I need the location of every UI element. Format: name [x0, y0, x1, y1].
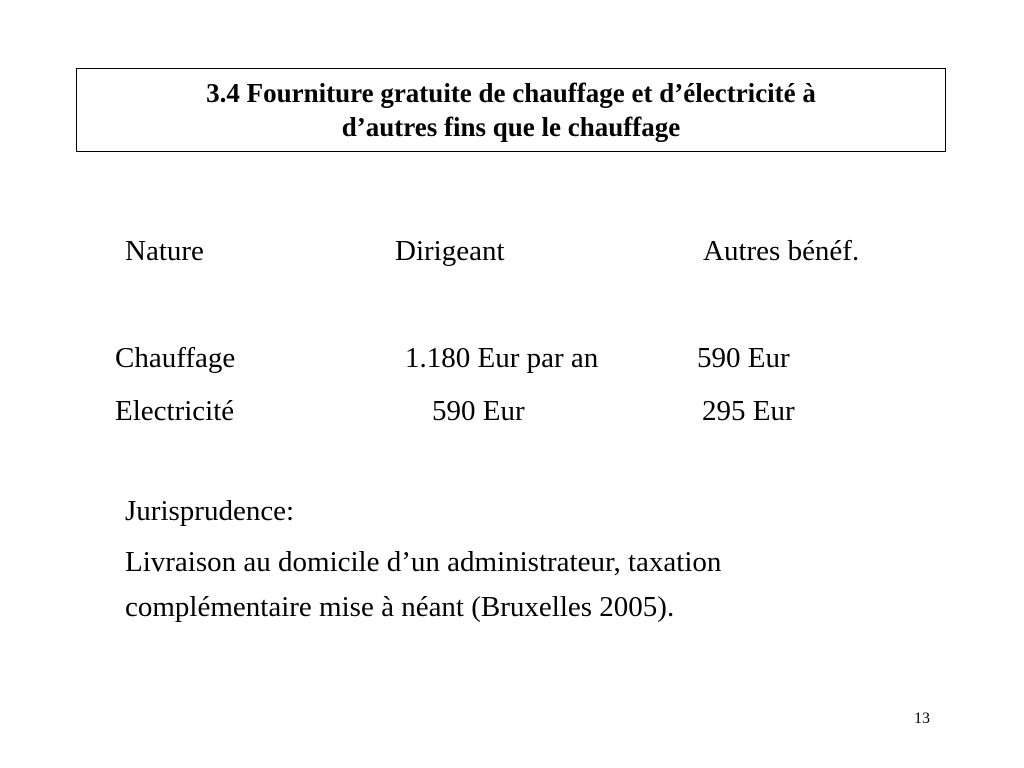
slide-title-line-2: d’autres fins que le chauffage	[341, 112, 681, 142]
header-dirigeant: Dirigeant	[395, 235, 505, 267]
jurisprudence-text-line-2: complémentaire mise à néant (Bruxelles 2005).	[125, 591, 675, 623]
slide-title-line-1: 3.4 Fourniture gratuite de chauffage et d’électricité à	[206, 78, 816, 108]
row-chauffage-dirigeant: 1.180 Eur par an	[405, 342, 599, 374]
header-nature: Nature	[125, 235, 204, 267]
row-electricite-nature: Electricité	[115, 395, 235, 427]
header-autres-benef: Autres bénéf.	[703, 235, 860, 267]
jurisprudence-heading: Jurisprudence:	[125, 495, 295, 527]
slide-number: 13	[914, 710, 930, 727]
row-chauffage-autres: 590 Eur	[697, 342, 790, 374]
jurisprudence-text-line-1: Livraison au domicile d’un administrateur, taxation	[125, 546, 722, 578]
slide-title-box	[76, 68, 946, 152]
row-electricite-autres: 295 Eur	[702, 395, 795, 427]
row-electricite-dirigeant: 590 Eur	[432, 395, 525, 427]
row-chauffage-nature: Chauffage	[115, 342, 236, 374]
